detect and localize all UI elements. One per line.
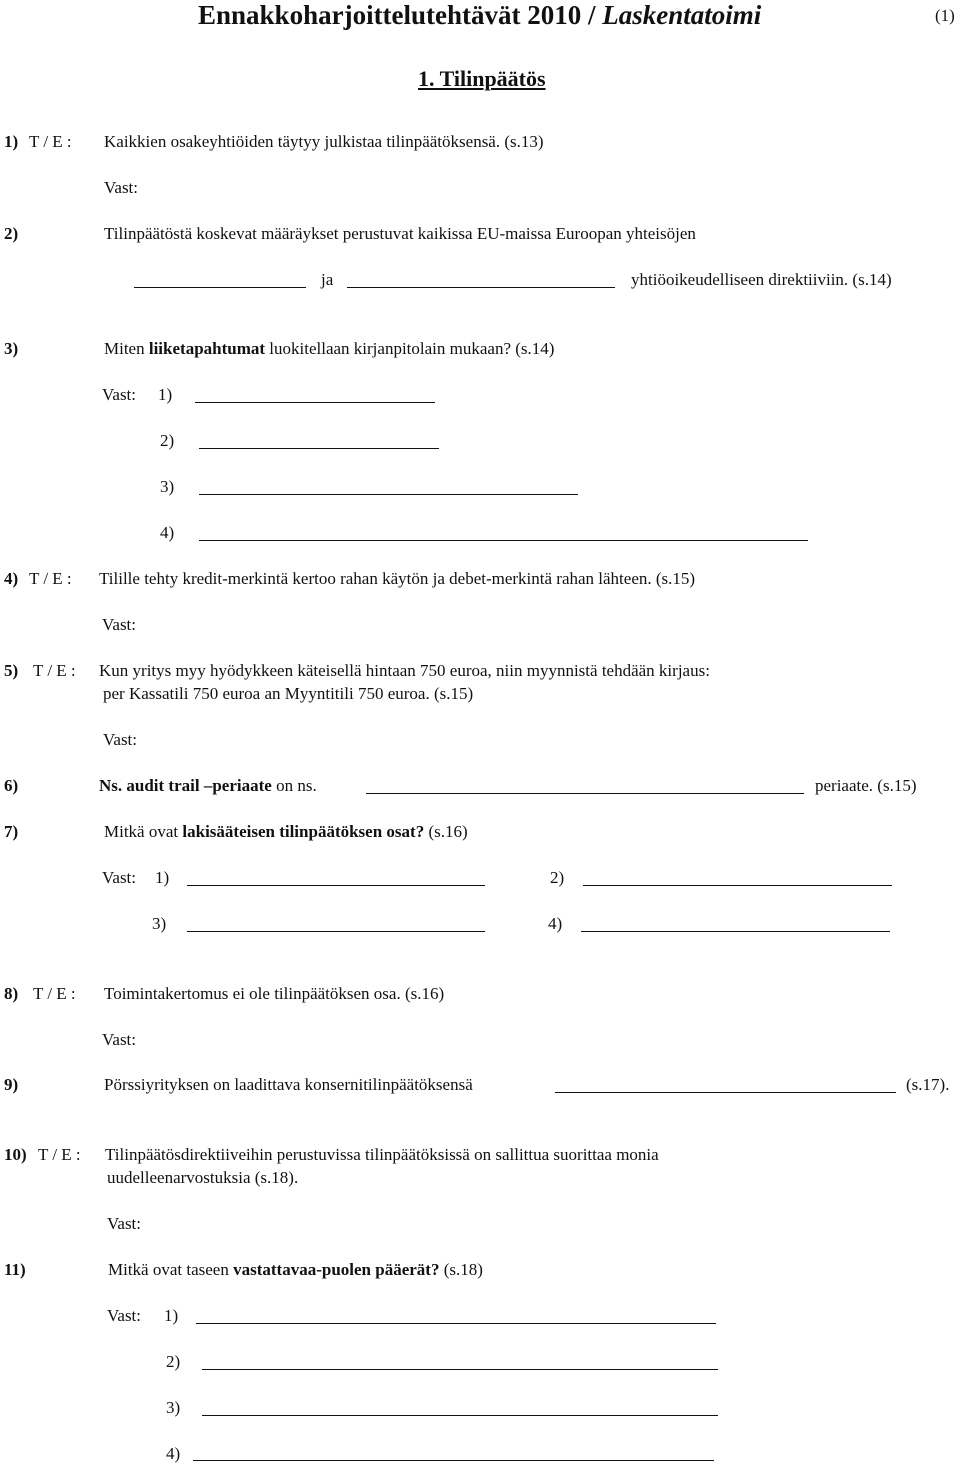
- q7-number: 7): [4, 822, 19, 841]
- q5-text2: per Kassatili 750 euroa an Myyntitili 750 euroa. (s.15): [103, 684, 474, 703]
- q4-true-false: T / E :: [29, 569, 72, 588]
- q3-blank-4[interactable]: [199, 540, 808, 541]
- q7-text-pre: Mitkä ovat: [104, 822, 183, 841]
- q3-blank-1[interactable]: [195, 402, 435, 403]
- page-number: (1): [935, 6, 955, 25]
- q7-blank-2[interactable]: [583, 885, 892, 886]
- q5-text: Kun yritys myy hyödykkeen käteisellä hintaan 750 euroa, niin myynnistä tehdään kirjaus:: [99, 661, 710, 680]
- q10-answer-label: Vast:: [107, 1214, 141, 1233]
- q11-blank-3[interactable]: [202, 1415, 718, 1416]
- q8-number: 8): [4, 984, 19, 1003]
- q3-text-pre: Miten: [104, 339, 149, 358]
- q8-text: Toimintakertomus ei ole tilinpäätöksen osa. (s.16): [104, 984, 445, 1003]
- q10-text: Tilinpäätösdirektiiveihin perustuvissa tilinpäätöksissä on sallittua suorittaa monia: [105, 1145, 659, 1164]
- q11-text-post: (s.18): [439, 1260, 483, 1279]
- q2-text2: yhtiöoikeudelliseen direktiiviin. (s.14): [631, 270, 892, 289]
- q7-text-bold: lakisääteisen tilinpäätöksen osat?: [182, 822, 425, 841]
- q7-item-1: 1): [155, 868, 170, 887]
- q6-tail: periaate. (s.15): [815, 776, 917, 795]
- q2-number: 2): [4, 224, 19, 243]
- q2-text: Tilinpäätöstä koskevat määräykset perustuvat kaikissa EU-maissa Euroopan yhteisöjen: [104, 224, 696, 243]
- title-italic: Laskentatoimi: [602, 0, 762, 30]
- q11-number: 11): [4, 1260, 26, 1279]
- section-heading: 1. Tilinpäätös: [418, 66, 546, 91]
- q6-blank[interactable]: [366, 793, 804, 794]
- q2-ja: ja: [321, 270, 334, 289]
- q7-answer-label: Vast:: [102, 868, 136, 887]
- q4-number: 4): [4, 569, 19, 588]
- q11-text-pre: Mitkä ovat taseen: [108, 1260, 234, 1279]
- q7-item-3: 3): [152, 914, 167, 933]
- page-title: [198, 0, 761, 30]
- q7-blank-4[interactable]: [581, 931, 890, 932]
- q7-blank-1[interactable]: [187, 885, 485, 886]
- q3-item-3: 3): [160, 477, 175, 496]
- q5-number: 5): [4, 661, 19, 680]
- q3-text-bold: liiketapahtumat: [148, 339, 266, 358]
- q9-text: Pörssiyrityksen on laadittava konsernitilinpäätöksensä: [104, 1075, 473, 1094]
- q3-text-post: luokitellaan kirjanpitolain mukaan? (s.14): [265, 339, 555, 358]
- q3-answer-label: Vast:: [102, 385, 136, 404]
- q9-tail: (s.17).: [906, 1075, 950, 1094]
- q3-blank-3[interactable]: [199, 494, 578, 495]
- q10-true-false: T / E :: [38, 1145, 81, 1164]
- q10-number: 10): [4, 1145, 27, 1164]
- q6-text-post: on ns.: [271, 776, 317, 795]
- q7-text: [104, 822, 468, 842]
- q9-blank[interactable]: [555, 1092, 896, 1093]
- q3-blank-2[interactable]: [199, 448, 439, 449]
- q3-item-4: 4): [160, 523, 175, 542]
- q11-text-bold: vastattavaa-puolen pääerät?: [233, 1260, 440, 1279]
- q7-item-2: 2): [550, 868, 565, 887]
- q11-blank-2[interactable]: [202, 1369, 718, 1370]
- q5-true-false: T / E :: [33, 661, 76, 680]
- title-main: Ennakkoharjoittelutehtävät 2010 /: [198, 0, 603, 30]
- q6-number: 6): [4, 776, 19, 795]
- q7-text-post: (s.16): [424, 822, 468, 841]
- q3-item-1: 1): [158, 385, 173, 404]
- q4-answer-label: Vast:: [102, 615, 136, 634]
- q5-answer-label: Vast:: [103, 730, 137, 749]
- q1-text: Kaikkien osakeyhtiöiden täytyy julkistaa tilinpäätöksensä. (s.13): [104, 132, 544, 151]
- q10-text2: uudelleenarvostuksia (s.18).: [107, 1168, 299, 1187]
- q3-item-2: 2): [160, 431, 175, 450]
- q11-text: [108, 1260, 483, 1280]
- q11-item-4: 4): [166, 1444, 181, 1463]
- q4-text: Tilille tehty kredit-merkintä kertoo rahan käytön ja debet-merkintä rahan lähteen. (s.15): [99, 569, 696, 588]
- q7-blank-3[interactable]: [187, 931, 485, 932]
- q11-item-3: 3): [166, 1398, 181, 1417]
- q8-true-false: T / E :: [33, 984, 76, 1003]
- q2-blank-1[interactable]: [134, 287, 306, 288]
- q8-answer-label: Vast:: [102, 1030, 136, 1049]
- q11-item-2: 2): [166, 1352, 181, 1371]
- q7-item-4: 4): [548, 914, 563, 933]
- q11-blank-4[interactable]: [193, 1460, 714, 1461]
- q11-item-1: 1): [164, 1306, 179, 1325]
- q2-blank-2[interactable]: [347, 287, 615, 288]
- q9-number: 9): [4, 1075, 19, 1094]
- q3-number: 3): [4, 339, 19, 358]
- q6-text-bold: Ns. audit trail –periaate: [99, 776, 272, 795]
- q3-text: [104, 339, 554, 359]
- q11-blank-1[interactable]: [196, 1323, 716, 1324]
- q11-answer-label: Vast:: [107, 1306, 141, 1325]
- q1-answer-label: Vast:: [104, 178, 138, 197]
- q6-text: [99, 776, 317, 796]
- q1-true-false: T / E :: [29, 132, 72, 151]
- q1-number: 1): [4, 132, 19, 151]
